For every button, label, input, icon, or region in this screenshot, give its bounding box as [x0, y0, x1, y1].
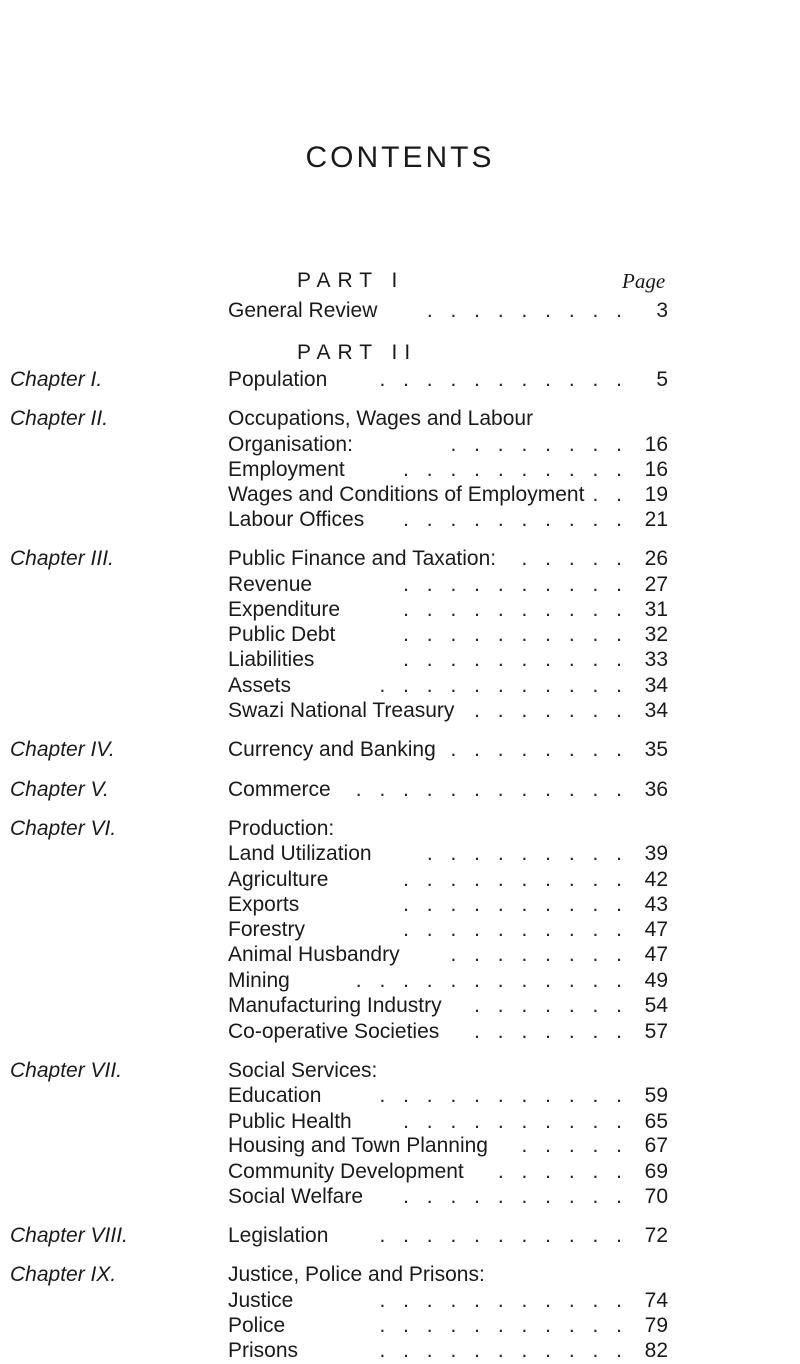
leader-dots: . . . . . . . . . . . .: [355, 777, 628, 801]
toc-page-number: 33: [644, 648, 668, 672]
toc-entry: [228, 942, 668, 968]
toc-entry-label: Police: [228, 1314, 286, 1338]
leader-dots: . . . . . . .: [474, 1019, 628, 1043]
toc-entry-label: Prisons: [228, 1339, 299, 1362]
chapter-label: Chapter II.: [10, 407, 109, 431]
toc-page-number: 27: [644, 572, 668, 596]
toc-entry-label: Mining: [228, 968, 290, 992]
toc-entry: [228, 482, 668, 508]
toc-page-number: 47: [644, 943, 668, 967]
toc-page-number: 36: [644, 777, 668, 801]
leader-dots: . . . . . . . . . . .: [379, 1339, 628, 1362]
leader-dots: . . . . . . . .: [450, 943, 628, 967]
part-two-heading: PART II: [297, 341, 418, 364]
toc-entry-label: Exports: [228, 893, 300, 917]
leader-dots: . . . . . . . . . .: [403, 867, 628, 891]
toc-page-number: 43: [644, 893, 668, 917]
page-column-header: Page: [622, 269, 666, 293]
toc-entry-label: Social Services:: [228, 1058, 378, 1082]
toc-entry: [228, 816, 668, 842]
toc-entry: [228, 298, 668, 324]
leader-dots: . . . . . . . .: [450, 738, 628, 762]
toc-entry: [228, 1019, 668, 1045]
toc-entry: [228, 1262, 668, 1288]
toc-entry: [228, 507, 668, 533]
leader-dots: . . . . . . . . . . .: [379, 368, 628, 392]
leader-dots: . . . . . . . . .: [426, 842, 628, 866]
toc-entry-label: Wages and Conditions of Employment: [228, 482, 585, 506]
toc-entry: [228, 841, 668, 867]
toc-entry-label: Public Debt: [228, 622, 336, 646]
leader-dots: . . . . . . . . . .: [403, 622, 628, 646]
toc-entry: [228, 993, 668, 1019]
toc-entry: [228, 546, 668, 572]
toc-page-number: 65: [644, 1109, 668, 1133]
toc-page-number: 47: [644, 917, 668, 941]
toc-page-number: 34: [644, 699, 668, 723]
leader-dots: . . . . . . . . . .: [403, 1185, 628, 1209]
leader-dots: . . . . . . . . . .: [403, 648, 628, 672]
toc-entry: [228, 698, 668, 724]
toc-entry-label: Production:: [228, 816, 335, 840]
toc-entry-label: Expenditure: [228, 598, 341, 622]
toc-page-number: 72: [644, 1224, 668, 1248]
toc-entry: [228, 1223, 668, 1249]
toc-entry: [228, 1338, 668, 1364]
toc-entry: [228, 867, 668, 893]
toc-entry-label: Public Health: [228, 1109, 352, 1133]
toc-page-number: 82: [644, 1339, 668, 1362]
toc-entry: [228, 647, 668, 673]
toc-entry: [228, 892, 668, 918]
toc-entry: [228, 1083, 668, 1109]
toc-entry-label: Commerce: [228, 777, 331, 801]
toc-page-number: 5: [656, 368, 668, 392]
toc-page-number: 32: [644, 622, 668, 646]
toc-entry: [228, 1184, 668, 1210]
toc-page-number: 59: [644, 1084, 668, 1108]
toc-page-number: 54: [644, 994, 668, 1018]
toc-entry-label: Employment: [228, 458, 345, 482]
toc-entry: [228, 917, 668, 943]
toc-entry-label: Justice: [228, 1288, 294, 1312]
toc-entry: [228, 777, 668, 803]
toc-entry: [228, 1159, 668, 1185]
toc-entry: [228, 968, 668, 994]
leader-dots: . . . . . . . . .: [426, 299, 628, 322]
toc-entry-label: Social Welfare: [228, 1185, 364, 1209]
chapter-label: Chapter III.: [10, 547, 114, 571]
toc-entry: [228, 457, 668, 483]
toc-entry: [228, 673, 668, 699]
leader-dots: . . . . . . . .: [450, 432, 628, 456]
toc-entry: [228, 622, 668, 648]
chapter-label: Chapter IV.: [10, 738, 115, 762]
toc-entry: [228, 572, 668, 598]
toc-entry-label: Agriculture: [228, 867, 329, 891]
leader-dots: . .: [592, 482, 628, 506]
toc-page-number: 42: [644, 867, 668, 891]
toc-entry-label: Public Finance and Taxation:: [228, 547, 497, 571]
chapter-label: Chapter V.: [10, 777, 109, 801]
leader-dots: . . . . . . . . . . . .: [355, 968, 628, 992]
leader-dots: . . . . . . . . . .: [403, 458, 628, 482]
chapter-label: Chapter IX.: [10, 1263, 117, 1287]
toc-page-number: 70: [644, 1185, 668, 1209]
toc-entry-label: Occupations, Wages and Labour: [228, 407, 534, 431]
leader-dots: . . . . . . . . . .: [403, 1109, 628, 1133]
leader-dots: . . . . . . . . . .: [403, 917, 628, 941]
toc-entry-label: Swazi National Treasury: [228, 699, 455, 723]
leader-dots: . . . . .: [521, 547, 628, 571]
toc-page-number: 74: [644, 1288, 668, 1312]
toc-entry-label: Land Utilization: [228, 842, 372, 866]
toc-entry: [228, 367, 668, 393]
leader-dots: . . . . .: [521, 1134, 628, 1158]
toc-entry-label: Liabilities: [228, 648, 315, 672]
chapter-label: Chapter VII.: [10, 1058, 123, 1082]
toc-entry-label: Revenue: [228, 572, 313, 596]
toc-page-number: 79: [644, 1314, 668, 1338]
toc-entry-label: Assets: [228, 673, 292, 697]
toc-entry: [228, 1288, 668, 1314]
toc-page-number: 34: [644, 673, 668, 697]
toc-entry: [228, 432, 668, 458]
page-title: CONTENTS: [305, 141, 495, 174]
toc-entry: [228, 1109, 668, 1135]
leader-dots: . . . . . . . . . .: [403, 572, 628, 596]
toc-page-number: 16: [644, 432, 668, 456]
chapter-label: Chapter VI.: [10, 816, 117, 840]
toc-entry-label: Housing and Town Planning: [228, 1134, 488, 1158]
toc-page-number: 16: [644, 458, 668, 482]
toc-entry-label: Population: [228, 368, 328, 392]
toc-entry-label: Co-operative Societies: [228, 1019, 440, 1043]
leader-dots: . . . . . . . . . . .: [379, 1084, 628, 1108]
leader-dots: . . . . . . . . . . .: [379, 673, 628, 697]
toc-page-number: 67: [644, 1134, 668, 1158]
toc-page-number: 26: [644, 547, 668, 571]
leader-dots: . . . . . . . . . . .: [379, 1314, 628, 1338]
toc-page-number: 49: [644, 968, 668, 992]
leader-dots: . . . . . . . . . .: [403, 508, 628, 532]
toc-entry: [228, 1133, 668, 1159]
toc-page-number: 35: [644, 738, 668, 762]
leader-dots: . . . . . . .: [474, 994, 628, 1018]
toc-page-number: 3: [656, 299, 668, 322]
toc-entry-label: Organisation:: [228, 432, 353, 456]
leader-dots: . . . . . . . . . .: [403, 893, 628, 917]
toc-entry-label: Education: [228, 1084, 322, 1108]
toc-page-number: 31: [644, 598, 668, 622]
toc-page-number: 39: [644, 842, 668, 866]
toc-entry: [228, 1058, 668, 1084]
toc-entry-label: Currency and Banking: [228, 738, 436, 762]
toc-page-number: 21: [644, 508, 668, 532]
part-one-heading: PART I: [297, 269, 405, 292]
toc-entry-label: General Review: [228, 299, 378, 322]
leader-dots: . . . . . . .: [474, 699, 628, 723]
toc-entry: [228, 406, 668, 432]
chapter-label: Chapter VIII.: [10, 1224, 128, 1248]
toc-entry-label: Justice, Police and Prisons:: [228, 1263, 485, 1287]
toc-entry-label: Forestry: [228, 917, 306, 941]
toc-entry: [228, 597, 668, 623]
toc-page-number: 57: [644, 1019, 668, 1043]
toc-entry: [228, 737, 668, 763]
leader-dots: . . . . . . . . . . .: [379, 1224, 628, 1248]
leader-dots: . . . . . .: [497, 1159, 628, 1183]
chapter-label: Chapter I.: [10, 368, 103, 392]
toc-page-number: 19: [644, 482, 668, 506]
toc-entry-label: Community Development: [228, 1159, 464, 1183]
leader-dots: . . . . . . . . . . .: [379, 1288, 628, 1312]
toc-page-number: 69: [644, 1159, 668, 1183]
leader-dots: . . . . . . . . . .: [403, 598, 628, 622]
toc-entry-label: Manufacturing Industry: [228, 994, 442, 1018]
toc-entry-label: Legislation: [228, 1224, 329, 1248]
toc-entry-label: Animal Husbandry: [228, 943, 400, 967]
toc-entry-label: Labour Offices: [228, 508, 365, 532]
toc-entry: [228, 1313, 668, 1339]
